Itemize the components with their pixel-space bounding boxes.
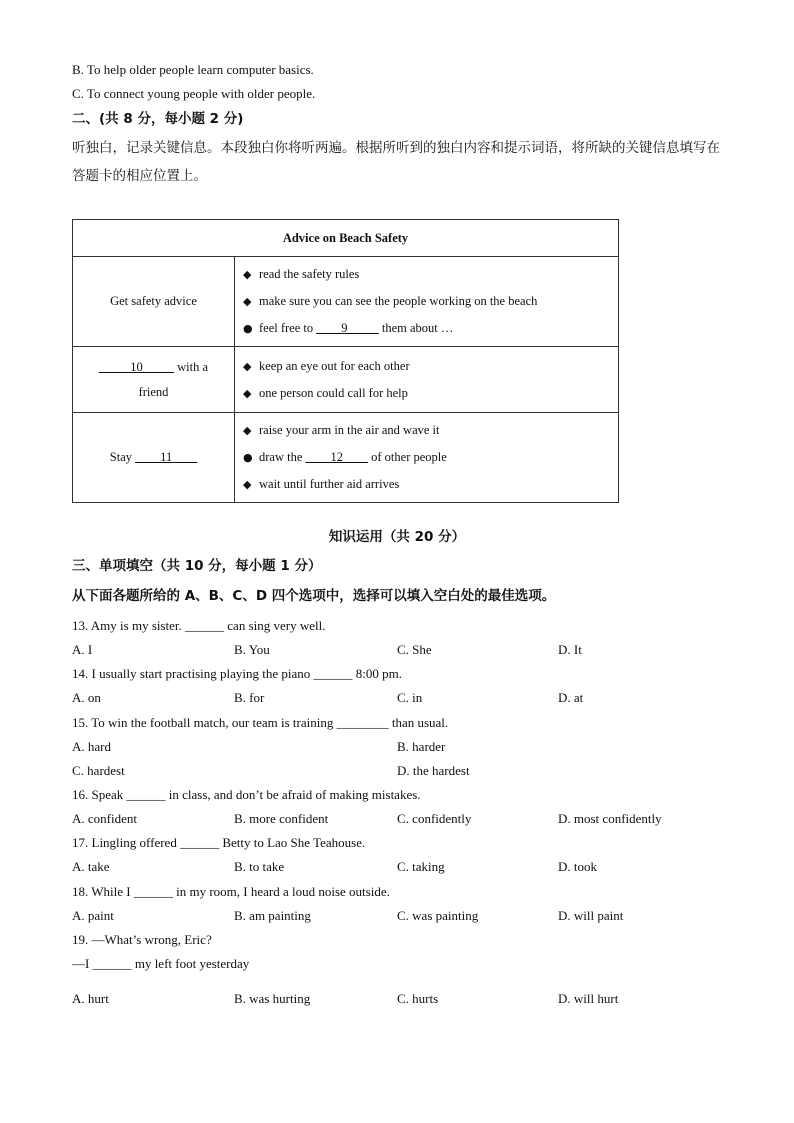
question-14: 14. I usually start practising playing the piano ______ 8:00 pm. xyxy=(72,666,403,681)
option-b[interactable]: B. harder xyxy=(397,739,446,754)
option-c[interactable]: C. was painting xyxy=(397,908,479,923)
table-left-cell: Stay ____11____ xyxy=(73,413,235,503)
options-19 xyxy=(0,990,794,1008)
diamond-bullet-icon: ◆ xyxy=(243,386,252,400)
table-left-cell: Get safety advice xyxy=(73,257,235,347)
table-row xyxy=(73,413,619,503)
option-d[interactable]: D. took xyxy=(558,859,597,874)
answer-blank-12[interactable]: ____12____ xyxy=(305,450,369,464)
list-item: ◆ make sure you can see the people working on the beach xyxy=(243,288,610,315)
diamond-bullet-icon: ◆ xyxy=(243,478,252,491)
table-right-cell xyxy=(235,413,619,503)
question-13: 13. Amy is my sister. ______ can sing very well. xyxy=(72,618,326,633)
options-14 xyxy=(0,689,794,707)
section2-heading: 二、(共 8 分，每小题 2 分) xyxy=(72,111,244,127)
answer-blank-11[interactable]: ____11____ xyxy=(135,450,198,464)
circle-bullet-icon: ● xyxy=(243,322,253,335)
question-17: 17. Lingling offered ______ Betty to Lao She Teahouse. xyxy=(72,835,366,850)
list-item: ● feel free to ____9_____ them about … xyxy=(243,315,610,342)
options-17 xyxy=(0,858,794,876)
list-item: ◆ one person could call for help xyxy=(243,380,610,407)
advice-table xyxy=(72,219,619,503)
option-d[interactable]: D. It xyxy=(558,642,582,657)
section-title: 知识运用（共 20 分） xyxy=(328,529,466,545)
option-c[interactable]: C. taking xyxy=(397,859,445,874)
option-d[interactable]: D. most confidently xyxy=(558,811,662,826)
option-a[interactable]: A. hurt xyxy=(72,991,109,1006)
question-15: 15. To win the football match, our team is training ________ than usual. xyxy=(72,715,449,730)
question-19-answer-line: —I ______ my left foot yesterday xyxy=(72,956,250,971)
options-16 xyxy=(0,810,794,828)
answer-blank-10[interactable]: _____10_____ xyxy=(98,359,174,374)
option-a[interactable]: A. take xyxy=(72,859,110,874)
diamond-bullet-icon: ◆ xyxy=(243,295,252,308)
circle-bullet-icon: ● xyxy=(243,451,253,464)
option-d[interactable]: D. will paint xyxy=(558,908,624,923)
option-c[interactable]: C. hardest xyxy=(72,763,125,778)
list-item: ◆ keep an eye out for each other xyxy=(243,353,610,380)
table-left-cell: _____10_____ with a friend xyxy=(73,347,235,413)
option-c[interactable]: C. She xyxy=(397,642,432,657)
options-18 xyxy=(0,907,794,925)
diamond-bullet-icon: ◆ xyxy=(243,268,252,281)
options-15-row1 xyxy=(0,738,794,756)
list-item: ● draw the ____12____ of other people xyxy=(243,444,610,471)
option-a[interactable]: A. hard xyxy=(72,739,111,754)
option-a[interactable]: A. I xyxy=(72,642,93,657)
answer-blank-9[interactable]: ____9_____ xyxy=(316,321,379,335)
option-d[interactable]: D. the hardest xyxy=(397,763,470,778)
option-c[interactable]: C. confidently xyxy=(397,811,472,826)
option-d[interactable]: D. will hurt xyxy=(558,991,619,1006)
section3-instruction: 从下面各题所给的 A、B、C、D 四个选项中，选择可以填入空白处的最佳选项。 xyxy=(72,588,556,604)
option-c[interactable]: C. hurts xyxy=(397,991,439,1006)
diamond-bullet-icon: ◆ xyxy=(243,359,252,373)
section2-instruction: 听独白，记录关键信息。本段独白你将听两遍。根据所听到的独白内容和提示词语，将所缺的关键信息填写在答题卡的相应位置上。 xyxy=(72,140,720,184)
list-item: ◆ wait until further aid arrives xyxy=(243,471,610,498)
option-b[interactable]: B. am painting xyxy=(234,908,311,923)
table-row xyxy=(73,347,619,413)
option-a[interactable]: A. confident xyxy=(72,811,137,826)
option-b-prev: B. To help older people learn computer basics. xyxy=(72,62,314,77)
option-a[interactable]: A. on xyxy=(72,690,101,705)
question-19: 19. —What’s wrong, Eric? xyxy=(72,932,212,947)
option-b[interactable]: B. more confident xyxy=(234,811,329,826)
option-c-prev: C. To connect young people with older people. xyxy=(72,86,316,101)
options-13 xyxy=(0,641,794,659)
table-right-cell xyxy=(235,347,619,413)
section3-heading: 三、单项填空（共 10 分，每小题 1 分） xyxy=(72,558,322,574)
table-right-cell xyxy=(235,257,619,347)
question-18: 18. While I ______ in my room, I heard a loud noise outside. xyxy=(72,884,390,899)
diamond-bullet-icon: ◆ xyxy=(243,424,252,437)
option-b[interactable]: B. to take xyxy=(234,859,285,874)
list-item: ◆ read the safety rules xyxy=(243,261,610,288)
option-b[interactable]: B. was hurting xyxy=(234,991,311,1006)
option-d[interactable]: D. at xyxy=(558,690,584,705)
table-title: Advice on Beach Safety xyxy=(73,220,619,257)
options-15-row2 xyxy=(0,762,794,780)
option-c[interactable]: C. in xyxy=(397,690,423,705)
list-item: ◆ raise your arm in the air and wave it xyxy=(243,417,610,444)
option-b[interactable]: B. You xyxy=(234,642,270,657)
question-16: 16. Speak ______ in class, and don’t be afraid of making mistakes. xyxy=(72,787,421,802)
table-row xyxy=(73,257,619,347)
option-b[interactable]: B. for xyxy=(234,690,265,705)
option-a[interactable]: A. paint xyxy=(72,908,114,923)
